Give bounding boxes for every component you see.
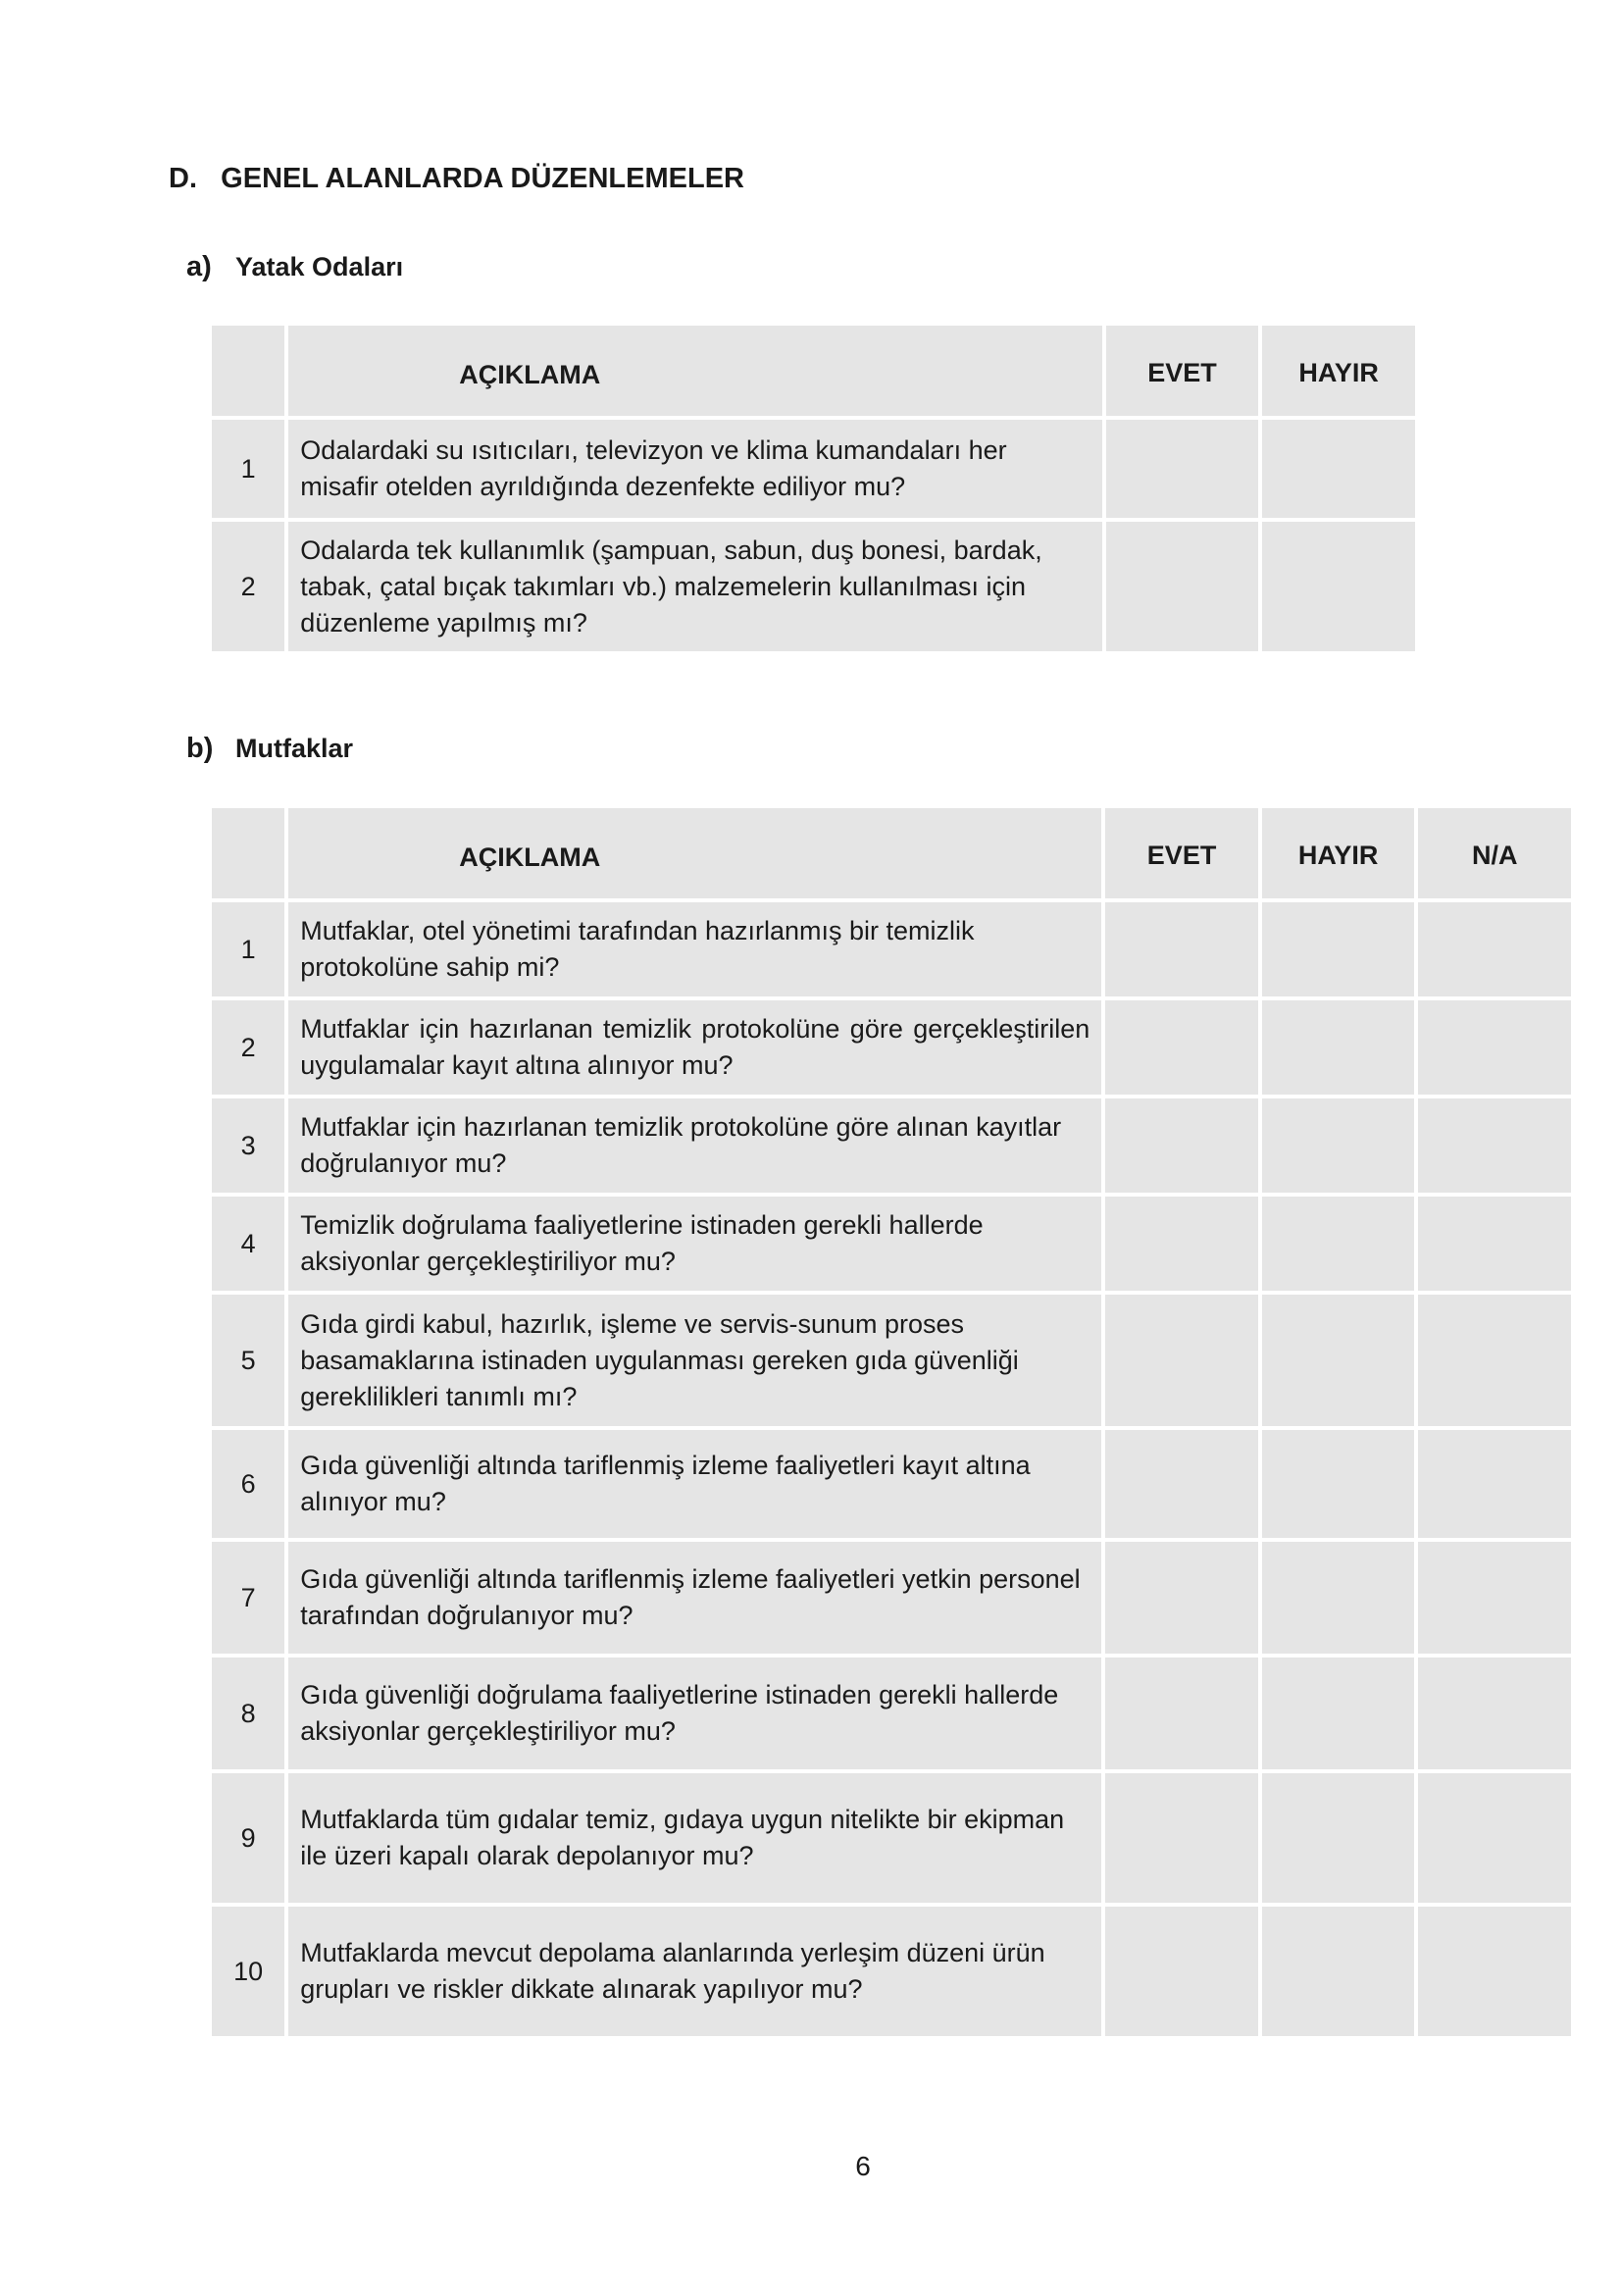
table-row [212,1907,1571,2036]
na-cell[interactable] [1418,1773,1571,1903]
na-cell[interactable] [1418,1098,1571,1193]
yes-cell[interactable] [1105,902,1258,996]
table-row [212,1773,1571,1903]
subsection-heading-mutfak [186,733,353,765]
header-number-cell [212,808,284,898]
yes-cell[interactable] [1105,1430,1258,1538]
row-description: Temizlik doğrulama faaliyetlerine istinaden gerekli hallerde aksiyonlar gerçekleştiriliyor mu? [288,1197,1101,1291]
table-row [212,1000,1571,1095]
no-cell[interactable] [1262,1542,1415,1654]
row-number: 1 [212,902,284,996]
yes-cell[interactable] [1105,1000,1258,1095]
header-description: AÇIKLAMA [288,808,1101,898]
header-yes: EVET [1105,808,1258,898]
table-row [212,902,1571,996]
row-number: 3 [212,1098,284,1193]
table-row [212,1542,1571,1654]
header-na: N/A [1418,808,1571,898]
row-number: 7 [212,1542,284,1654]
yatak-odalari-table [208,322,1419,655]
no-cell[interactable] [1262,1197,1415,1291]
subsection-title: Yatak Odaları [235,252,404,281]
row-number: 9 [212,1773,284,1903]
subsection-title: Mutfaklar [235,734,354,763]
yes-cell[interactable] [1105,1098,1258,1193]
row-number: 2 [212,1000,284,1095]
header-number-cell [212,326,284,416]
yes-cell[interactable] [1106,420,1259,518]
section-number: D. [169,163,197,194]
subsection-letter: a) [186,251,212,282]
header-description: AÇIKLAMA [288,326,1101,416]
table-row [212,1098,1571,1193]
row-number: 5 [212,1295,284,1426]
row-description: Mutfaklar için hazırlanan temizlik protokolüne göre alınan kayıtlar doğrulanıyor mu? [288,1098,1101,1193]
row-description: Odalarda tek kullanımlık (şampuan, sabun, duş bonesi, bardak, tabak, çatal bıçak takımları vb.) malzemelerin kullanılması için düzenleme yapılmış mı? [288,522,1101,651]
na-cell[interactable] [1418,1658,1571,1769]
na-cell[interactable] [1418,1542,1571,1654]
row-description: Mutfaklarda tüm gıdalar temiz, gıdaya uygun nitelikte bir ekipman ile üzeri kapalı olarak depolanıyor mu? [288,1773,1101,1903]
na-cell[interactable] [1418,1430,1571,1538]
no-cell[interactable] [1262,1773,1415,1903]
no-cell[interactable] [1262,1430,1415,1538]
header-no: HAYIR [1262,808,1415,898]
row-description: Gıda güvenliği altında tariflenmiş izleme faaliyetleri kayıt altına alınıyor mu? [288,1430,1101,1538]
row-description: Mutfaklar için hazırlanan temizlik protokolüne göre gerçekleştirilen uygulamalar kayıt altına alınıyor mu? [288,1000,1101,1095]
yes-cell[interactable] [1105,1658,1258,1769]
row-number: 2 [212,522,284,651]
table-row [212,522,1415,651]
table-row [212,1295,1571,1426]
yes-cell[interactable] [1105,1773,1258,1903]
na-cell[interactable] [1418,1197,1571,1291]
no-cell[interactable] [1262,420,1415,518]
yes-cell[interactable] [1105,1197,1258,1291]
na-cell[interactable] [1418,1907,1571,2036]
table-row [212,1430,1571,1538]
yes-cell[interactable] [1105,1542,1258,1654]
na-cell[interactable] [1418,1295,1571,1426]
na-cell[interactable] [1418,1000,1571,1095]
row-description: Gıda güvenliği altında tariflenmiş izleme faaliyetleri yetkin personel tarafından doğrulanıyor mu? [288,1542,1101,1654]
no-cell[interactable] [1262,522,1415,651]
subsection-heading-yatak [186,251,403,283]
table-row [212,1197,1571,1291]
row-number: 1 [212,420,284,518]
subsection-letter: b) [186,733,214,764]
table-header-row [212,326,1415,416]
yes-cell[interactable] [1105,1907,1258,2036]
no-cell[interactable] [1262,1907,1415,2036]
row-description: Gıda girdi kabul, hazırlık, işleme ve servis-sunum proses basamaklarına istinaden uygulanması gereken gıda güvenliği gereklilikleri tanımlı mı? [288,1295,1101,1426]
no-cell[interactable] [1262,1000,1415,1095]
row-number: 8 [212,1658,284,1769]
no-cell[interactable] [1262,1658,1415,1769]
na-cell[interactable] [1418,902,1571,996]
mutfaklar-table [208,804,1575,2040]
row-number: 10 [212,1907,284,2036]
row-number: 4 [212,1197,284,1291]
no-cell[interactable] [1262,1098,1415,1193]
table-row [212,420,1415,518]
section-heading [169,163,744,195]
header-yes: EVET [1106,326,1259,416]
row-description: Mutfaklar, otel yönetimi tarafından hazırlanmış bir temizlik protokolüne sahip mi? [288,902,1101,996]
no-cell[interactable] [1262,902,1415,996]
header-no: HAYIR [1262,326,1415,416]
yes-cell[interactable] [1106,522,1259,651]
table-header-row [212,808,1571,898]
row-description: Odalardaki su ısıtıcıları, televizyon ve klima kumandaları her misafir otelden ayrıldığında dezenfekte ediliyor mu? [288,420,1101,518]
table-row [212,1658,1571,1769]
row-description: Gıda güvenliği doğrulama faaliyetlerine istinaden gerekli hallerde aksiyonlar gerçekleştiriliyor mu? [288,1658,1101,1769]
row-description: Mutfaklarda mevcut depolama alanlarında yerleşim düzeni ürün grupları ve riskler dikkate alınarak yapılıyor mu? [288,1907,1101,2036]
section-title: GENEL ALANLARDA DÜZENLEMELER [221,163,744,194]
no-cell[interactable] [1262,1295,1415,1426]
row-number: 6 [212,1430,284,1538]
page-number: 6 [855,2151,871,2181]
yes-cell[interactable] [1105,1295,1258,1426]
